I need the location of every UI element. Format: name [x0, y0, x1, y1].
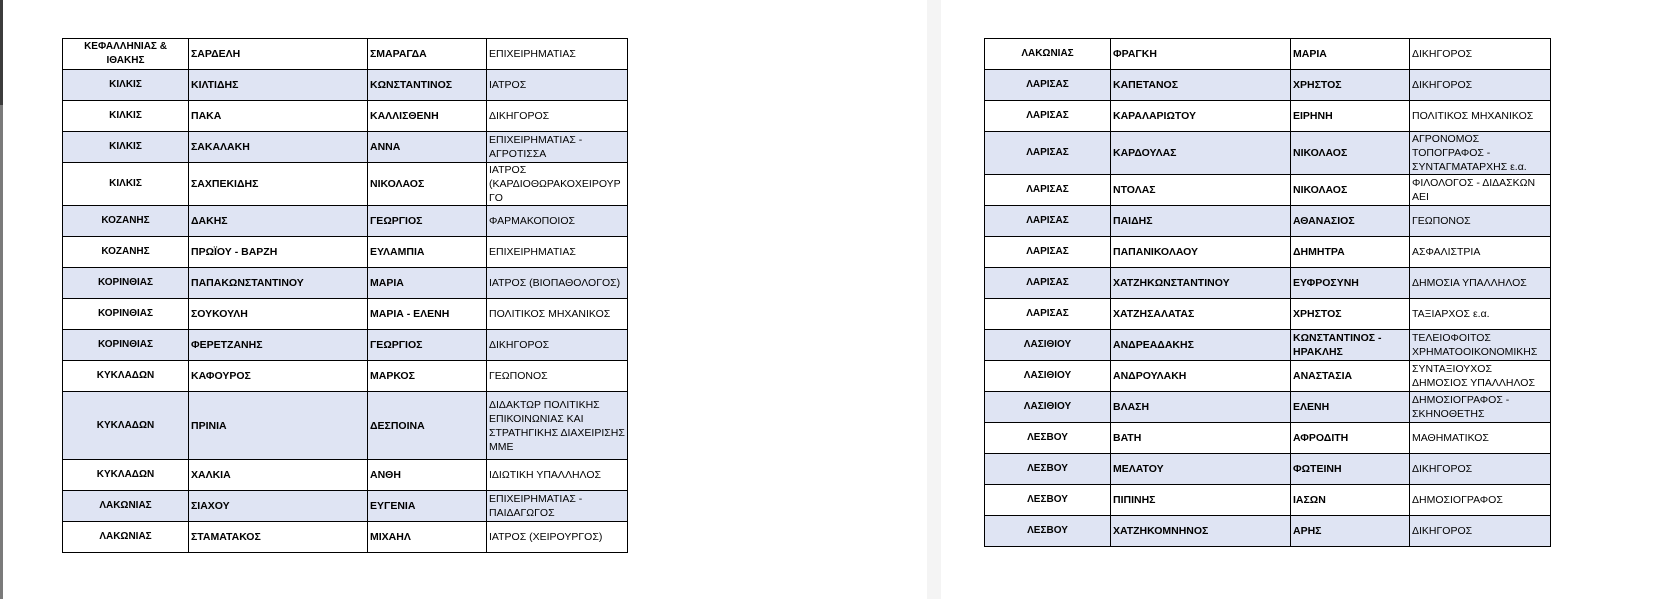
- surname-cell: ΠΑΚΑ: [189, 101, 368, 132]
- surname-cell: ΠΡΩΪΟΥ - ΒΑΡΖΗ: [189, 237, 368, 268]
- prefecture-cell: ΛΕΣΒΟΥ: [985, 423, 1111, 454]
- surname-cell: ΦΡΑΓΚΗ: [1111, 39, 1291, 70]
- occupation-cell: ΔΗΜΟΣΙΟΓΡΑΦΟΣ: [1410, 485, 1551, 516]
- first-name-cell: ΔΕΣΠΟΙΝΑ: [368, 392, 487, 460]
- surname-cell: ΠΑΠΑΚΩΝΣΤΑΝΤΙΝΟΥ: [189, 268, 368, 299]
- prefecture-cell: ΛΑΣΙΘΙΟΥ: [985, 392, 1111, 423]
- surname-cell: ΒΑΤΗ: [1111, 423, 1291, 454]
- prefecture-cell: ΛΑΡΙΣΑΣ: [985, 268, 1111, 299]
- prefecture-cell: ΚΟΖΑΝΗΣ: [63, 237, 189, 268]
- table-row: [63, 163, 628, 206]
- occupation-cell: ΠΟΛΙΤΙΚΟΣ ΜΗΧΑΝΙΚΟΣ: [487, 299, 628, 330]
- surname-cell: ΚΑΡΔΟΥΛΑΣ: [1111, 132, 1291, 175]
- occupation-cell: ΙΑΤΡΟΣ (ΚΑΡΔΙΟΘΩΡΑΚΟΧΕΙΡΟΥΡΓΟ: [487, 163, 628, 206]
- table-row: [985, 206, 1551, 237]
- surname-cell: ΧΑΤΖΗΚΩΝΣΤΑΝΤΙΝΟΥ: [1111, 268, 1291, 299]
- surname-cell: ΣΑΡΔΕΛΗ: [189, 39, 368, 70]
- prefecture-cell: ΚΟΡΙΝΘΙΑΣ: [63, 330, 189, 361]
- surname-cell: ΠΑΠΑΝΙΚΟΛΑΟΥ: [1111, 237, 1291, 268]
- first-name-cell: ΕΥΛΑΜΠΙΑ: [368, 237, 487, 268]
- table-row: [63, 299, 628, 330]
- prefecture-cell: ΚΟΖΑΝΗΣ: [63, 206, 189, 237]
- occupation-cell: ΔΙΔΑΚΤΩΡ ΠΟΛΙΤΙΚΗΣ ΕΠΙΚΟΙΝΩΝΙΑΣ ΚΑΙ ΣΤΡΑΤΗΓΙΚΗΣ ΔΙΑΧΕΙΡΙΣΗΣ ΜΜΕ: [487, 392, 628, 460]
- prefecture-cell: ΚΥΚΛΑΔΩΝ: [63, 361, 189, 392]
- candidates-table-left: [62, 38, 628, 553]
- prefecture-cell: ΚΟΡΙΝΘΙΑΣ: [63, 299, 189, 330]
- prefecture-cell: ΛΑΚΩΝΙΑΣ: [985, 39, 1111, 70]
- occupation-cell: ΔΙΚΗΓΟΡΟΣ: [487, 101, 628, 132]
- first-name-cell: ΚΩΝΣΤΑΝΤΙΝΟΣ - ΗΡΑΚΛΗΣ: [1291, 330, 1410, 361]
- table-row: [985, 516, 1551, 547]
- prefecture-cell: ΚΙΛΚΙΣ: [63, 101, 189, 132]
- occupation-cell: ΔΙΚΗΓΟΡΟΣ: [1410, 39, 1551, 70]
- prefecture-cell: ΚΥΚΛΑΔΩΝ: [63, 460, 189, 491]
- surname-cell: ΧΑΛΚΙΑ: [189, 460, 368, 491]
- first-name-cell: ΧΡΗΣΤΟΣ: [1291, 70, 1410, 101]
- table-row: [63, 361, 628, 392]
- first-name-cell: ΣΜΑΡΑΓΔΑ: [368, 39, 487, 70]
- surname-cell: ΚΑΡΑΛΑΡΙΩΤΟΥ: [1111, 101, 1291, 132]
- surname-cell: ΚΑΠΕΤΑΝΟΣ: [1111, 70, 1291, 101]
- candidates-table-right: [984, 38, 1551, 547]
- occupation-cell: ΦΑΡΜΑΚΟΠΟΙΟΣ: [487, 206, 628, 237]
- prefecture-cell: ΛΕΣΒΟΥ: [985, 516, 1111, 547]
- prefecture-cell: ΚΙΛΚΙΣ: [63, 163, 189, 206]
- prefecture-cell: ΛΑΚΩΝΙΑΣ: [63, 522, 189, 553]
- prefecture-cell: ΛΑΚΩΝΙΑΣ: [63, 491, 189, 522]
- occupation-cell: ΕΠΙΧΕΙΡΗΜΑΤΙΑΣ: [487, 39, 628, 70]
- first-name-cell: ΜΑΡΚΟΣ: [368, 361, 487, 392]
- first-name-cell: ΙΑΣΩΝ: [1291, 485, 1410, 516]
- table-row: [985, 330, 1551, 361]
- occupation-cell: ΕΠΙΧΕΙΡΗΜΑΤΙΑΣ: [487, 237, 628, 268]
- occupation-cell: ΔΗΜΟΣΙΟΓΡΑΦΟΣ - ΣΚΗΝΟΘΕΤΗΣ: [1410, 392, 1551, 423]
- surname-cell: ΑΝΔΡΕΑΔΑΚΗΣ: [1111, 330, 1291, 361]
- page-right: [941, 0, 1667, 599]
- table-row: [985, 237, 1551, 268]
- prefecture-cell: ΛΑΡΙΣΑΣ: [985, 132, 1111, 175]
- occupation-cell: ΑΓΡΟΝΟΜΟΣ ΤΟΠΟΓΡΑΦΟΣ - ΣΥΝΤΑΓΜΑΤΑΡΧΗΣ ε.α.: [1410, 132, 1551, 175]
- occupation-cell: ΣΥΝΤΑΞΙΟΥΧΟΣ ΔΗΜΟΣΙΟΣ ΥΠΑΛΛΗΛΟΣ: [1410, 361, 1551, 392]
- prefecture-cell: ΛΕΣΒΟΥ: [985, 485, 1111, 516]
- surname-cell: ΒΛΑΣΗ: [1111, 392, 1291, 423]
- table-row: [63, 39, 628, 70]
- occupation-cell: ΕΠΙΧΕΙΡΗΜΑΤΙΑΣ - ΠΑΙΔΑΓΩΓΟΣ: [487, 491, 628, 522]
- surname-cell: ΝΤΟΛΑΣ: [1111, 175, 1291, 206]
- table-row: [985, 423, 1551, 454]
- surname-cell: ΣΑΧΠΕΚΙΔΗΣ: [189, 163, 368, 206]
- table-row: [63, 70, 628, 101]
- first-name-cell: ΜΙΧΑΗΛ: [368, 522, 487, 553]
- first-name-cell: ΕΙΡΗΝΗ: [1291, 101, 1410, 132]
- page-left: [3, 0, 927, 599]
- prefecture-cell: ΛΑΡΙΣΑΣ: [985, 206, 1111, 237]
- table-row: [985, 175, 1551, 206]
- table-row: [985, 101, 1551, 132]
- table-row: [63, 522, 628, 553]
- occupation-cell: ΙΑΤΡΟΣ: [487, 70, 628, 101]
- surname-cell: ΣΙΑΧΟΥ: [189, 491, 368, 522]
- prefecture-cell: ΛΑΡΙΣΑΣ: [985, 175, 1111, 206]
- table-row: [985, 485, 1551, 516]
- prefecture-cell: ΚΕΦΑΛΛΗΝΙΑΣ & ΙΘΑΚΗΣ: [63, 39, 189, 70]
- surname-cell: ΜΕΛΑΤΟΥ: [1111, 454, 1291, 485]
- table-row: [63, 392, 628, 460]
- surname-cell: ΧΑΤΖΗΣΑΛΑΤΑΣ: [1111, 299, 1291, 330]
- occupation-cell: ΜΑΘΗΜΑΤΙΚΟΣ: [1410, 423, 1551, 454]
- first-name-cell: ΝΙΚΟΛΑΟΣ: [368, 163, 487, 206]
- table-row: [63, 206, 628, 237]
- first-name-cell: ΕΥΓΕΝΙΑ: [368, 491, 487, 522]
- occupation-cell: ΔΗΜΟΣΙΑ ΥΠΑΛΛΗΛΟΣ: [1410, 268, 1551, 299]
- table-row: [63, 101, 628, 132]
- table-row: [63, 268, 628, 299]
- surname-cell: ΑΝΔΡΟΥΛΑΚΗ: [1111, 361, 1291, 392]
- occupation-cell: ΔΙΚΗΓΟΡΟΣ: [1410, 516, 1551, 547]
- occupation-cell: ΠΟΛΙΤΙΚΟΣ ΜΗΧΑΝΙΚΟΣ: [1410, 101, 1551, 132]
- surname-cell: ΠΙΠΙΝΗΣ: [1111, 485, 1291, 516]
- prefecture-cell: ΚΥΚΛΑΔΩΝ: [63, 392, 189, 460]
- occupation-cell: ΦΙΛΟΛΟΓΟΣ - ΔΙΔΑΣΚΩΝ ΑΕΙ: [1410, 175, 1551, 206]
- occupation-cell: ΔΙΚΗΓΟΡΟΣ: [1410, 454, 1551, 485]
- table-row: [985, 361, 1551, 392]
- first-name-cell: ΝΙΚΟΛΑΟΣ: [1291, 132, 1410, 175]
- prefecture-cell: ΛΑΡΙΣΑΣ: [985, 237, 1111, 268]
- occupation-cell: ΙΑΤΡΟΣ (ΒΙΟΠΑΘΟΛΟΓΟΣ): [487, 268, 628, 299]
- first-name-cell: ΕΥΦΡΟΣΥΝΗ: [1291, 268, 1410, 299]
- table-row: [985, 454, 1551, 485]
- first-name-cell: ΜΑΡΙΑ: [1291, 39, 1410, 70]
- prefecture-cell: ΚΙΛΚΙΣ: [63, 132, 189, 163]
- first-name-cell: ΓΕΩΡΓΙΟΣ: [368, 330, 487, 361]
- table-row: [63, 491, 628, 522]
- surname-cell: ΚΙΛΤΙΔΗΣ: [189, 70, 368, 101]
- first-name-cell: ΑΘΑΝΑΣΙΟΣ: [1291, 206, 1410, 237]
- occupation-cell: ΔΙΚΗΓΟΡΟΣ: [1410, 70, 1551, 101]
- occupation-cell: ΤΑΞΙΑΡΧΟΣ ε.α.: [1410, 299, 1551, 330]
- first-name-cell: ΜΑΡΙΑ: [368, 268, 487, 299]
- first-name-cell: ΝΙΚΟΛΑΟΣ: [1291, 175, 1410, 206]
- prefecture-cell: ΛΑΡΙΣΑΣ: [985, 299, 1111, 330]
- surname-cell: ΧΑΤΖΗΚΟΜΝΗΝΟΣ: [1111, 516, 1291, 547]
- surname-cell: ΠΡΙΝΙΑ: [189, 392, 368, 460]
- first-name-cell: ΕΛΕΝΗ: [1291, 392, 1410, 423]
- table-row: [985, 70, 1551, 101]
- prefecture-cell: ΛΑΡΙΣΑΣ: [985, 101, 1111, 132]
- occupation-cell: ΔΙΚΗΓΟΡΟΣ: [487, 330, 628, 361]
- surname-cell: ΠΑΙΔΗΣ: [1111, 206, 1291, 237]
- first-name-cell: ΜΑΡΙΑ - ΕΛΕΝΗ: [368, 299, 487, 330]
- occupation-cell: ΕΠΙΧΕΙΡΗΜΑΤΙΑΣ - ΑΓΡΟΤΙΣΣΑ: [487, 132, 628, 163]
- first-name-cell: ΑΝΘΗ: [368, 460, 487, 491]
- surname-cell: ΣΤΑΜΑΤΑΚΟΣ: [189, 522, 368, 553]
- surname-cell: ΣΑΚΑΛΑΚΗ: [189, 132, 368, 163]
- table-row: [63, 460, 628, 491]
- table-row: [63, 132, 628, 163]
- occupation-cell: ΑΣΦΑΛΙΣΤΡΙΑ: [1410, 237, 1551, 268]
- first-name-cell: ΑΝΑΣΤΑΣΙΑ: [1291, 361, 1410, 392]
- table-row: [985, 39, 1551, 70]
- first-name-cell: ΓΕΩΡΓΙΟΣ: [368, 206, 487, 237]
- first-name-cell: ΚΑΛΛΙΣΘΕΝΗ: [368, 101, 487, 132]
- first-name-cell: ΑΝΝΑ: [368, 132, 487, 163]
- first-name-cell: ΚΩΝΣΤΑΝΤΙΝΟΣ: [368, 70, 487, 101]
- surname-cell: ΦΕΡΕΤΖΑΝΗΣ: [189, 330, 368, 361]
- table-row: [985, 132, 1551, 175]
- prefecture-cell: ΛΑΣΙΘΙΟΥ: [985, 330, 1111, 361]
- surname-cell: ΔΑΚΗΣ: [189, 206, 368, 237]
- prefecture-cell: ΛΑΣΙΘΙΟΥ: [985, 361, 1111, 392]
- prefecture-cell: ΛΑΡΙΣΑΣ: [985, 70, 1111, 101]
- first-name-cell: ΦΩΤΕΙΝΗ: [1291, 454, 1410, 485]
- prefecture-cell: ΚΙΛΚΙΣ: [63, 70, 189, 101]
- prefecture-cell: ΛΕΣΒΟΥ: [985, 454, 1111, 485]
- surname-cell: ΣΟΥΚΟΥΛΗ: [189, 299, 368, 330]
- occupation-cell: ΓΕΩΠΟΝΟΣ: [487, 361, 628, 392]
- occupation-cell: ΙΔΙΩΤΙΚΗ ΥΠΑΛΛΗΛΟΣ: [487, 460, 628, 491]
- occupation-cell: ΤΕΛΕΙΟΦΟΙΤΟΣ ΧΡΗΜΑΤΟΟΙΚΟΝΟΜΙΚΗΣ: [1410, 330, 1551, 361]
- occupation-cell: ΙΑΤΡΟΣ (ΧΕΙΡΟΥΡΓΟΣ): [487, 522, 628, 553]
- table-row: [63, 237, 628, 268]
- table-row: [985, 268, 1551, 299]
- prefecture-cell: ΚΟΡΙΝΘΙΑΣ: [63, 268, 189, 299]
- table-row: [985, 392, 1551, 423]
- occupation-cell: ΓΕΩΠΟΝΟΣ: [1410, 206, 1551, 237]
- table-row: [985, 299, 1551, 330]
- table-row: [63, 330, 628, 361]
- first-name-cell: ΔΗΜΗΤΡΑ: [1291, 237, 1410, 268]
- first-name-cell: ΧΡΗΣΤΟΣ: [1291, 299, 1410, 330]
- first-name-cell: ΑΦΡΟΔΙΤΗ: [1291, 423, 1410, 454]
- surname-cell: ΚΑΦΟΥΡΟΣ: [189, 361, 368, 392]
- first-name-cell: ΑΡΗΣ: [1291, 516, 1410, 547]
